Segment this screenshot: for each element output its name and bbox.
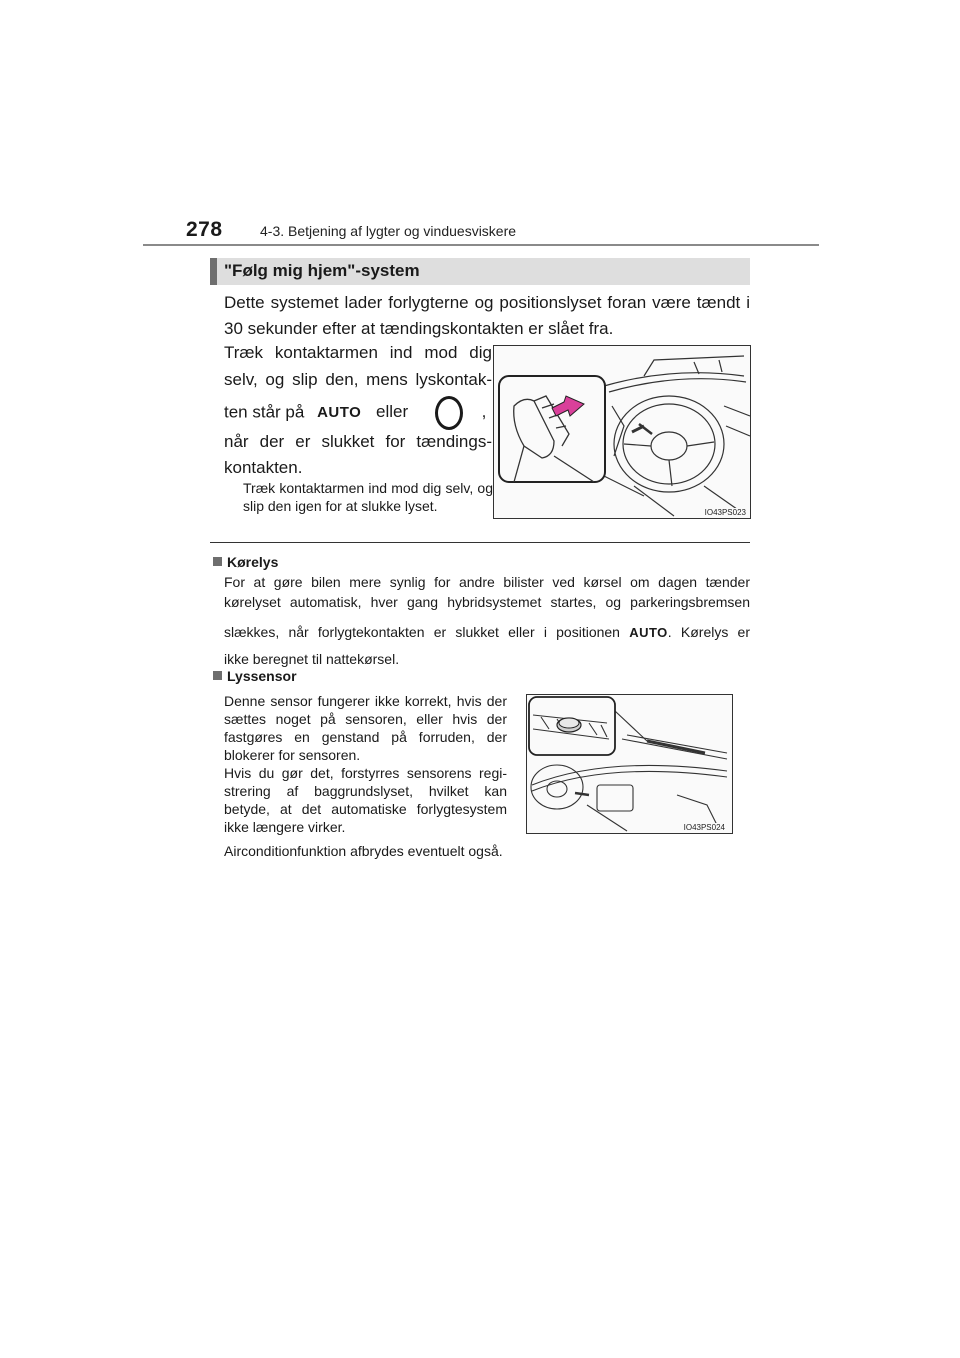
instruction-text-c: , <box>481 402 487 422</box>
figure2-code: IO43PS024 <box>683 823 725 832</box>
headlight-off-circle-icon <box>435 396 463 430</box>
lyssensor-heading-text: Lyssensor <box>227 668 297 684</box>
lyssensor-p3: Airconditionfunktion afbrydes eventuelt også. <box>224 843 503 859</box>
korelys-heading <box>213 554 278 570</box>
figure-light-sensor <box>526 694 733 834</box>
instruction-line-1: Træk kontaktarmen ind mod dig <box>224 343 492 362</box>
korelys-heading-text: Kørelys <box>227 554 279 570</box>
korelys-paragraph <box>224 572 750 669</box>
korelys-line-3b: . Kørelys er <box>667 624 750 640</box>
light-sensor-illustration <box>527 695 732 833</box>
intro-paragraph: Dette systemet lader forlygterne og positionslyset foran være tændt i 30 sekunder efter at tændingskontakten er slået fra. <box>224 293 750 338</box>
auto-position-icon: AUTO <box>629 625 668 640</box>
bullet-square-icon <box>213 671 222 680</box>
lyssensor-heading <box>213 668 297 684</box>
auto-position-icon: AUTO <box>317 404 362 422</box>
instruction-line-2: selv, og slip den, mens lyskontak- <box>224 370 492 389</box>
figure-light-lever <box>493 345 751 519</box>
instruction-line-3 <box>224 396 492 426</box>
figure1-code: IO43PS023 <box>704 508 746 517</box>
korelys-line-1: For at gøre bilen mere synlig for andre bilister ved kørsel om dagen tænder <box>224 574 750 590</box>
section-heading: "Følg mig hjem"-system <box>224 261 420 280</box>
instruction-text-b: eller <box>376 402 409 422</box>
section-heading-bar <box>210 258 750 285</box>
page-number: 278 <box>186 218 223 241</box>
instruction-line-5: kontakten. <box>224 458 303 477</box>
korelys-line-2: kørelyset automatisk, hver gang hybridsystemet startes, og parkeringsbremsen <box>224 594 750 610</box>
note-paragraph: Træk kontaktarmen ind mod dig selv, og slip den igen for at slukke lyset. <box>243 480 493 514</box>
korelys-line-3 <box>224 622 750 643</box>
section-divider <box>210 542 750 543</box>
lyssensor-paragraph <box>224 692 507 860</box>
section-title: 4-3. Betjening af lygter og vinduesviskere <box>260 223 517 239</box>
header-rule <box>143 244 819 246</box>
heading-accent <box>210 258 217 285</box>
light-lever-illustration <box>494 346 750 518</box>
korelys-line-3a: slækkes, når forlygtekontakten er slukket eller i positionen <box>224 624 620 640</box>
instruction-line-4: når der er slukket for tændings- <box>224 432 492 451</box>
korelys-line-4: ikke beregnet til nattekørsel. <box>224 651 400 667</box>
instruction-text-a: ten står på <box>224 402 305 422</box>
bullet-square-icon <box>213 557 222 566</box>
lyssensor-p1: Denne sensor fungerer ikke korrekt, hvis der sættes noget på sensoren, eller hvis der fastgøres en genstand på forruden, der blokerer for sensoren. <box>224 693 507 763</box>
lyssensor-p2: Hvis du gør det, forstyrres sensorens regi-strering af baggrundslyset, hvilket kan betyde, at det automatiske forlygtesystem ikke længere virker. <box>224 765 507 835</box>
